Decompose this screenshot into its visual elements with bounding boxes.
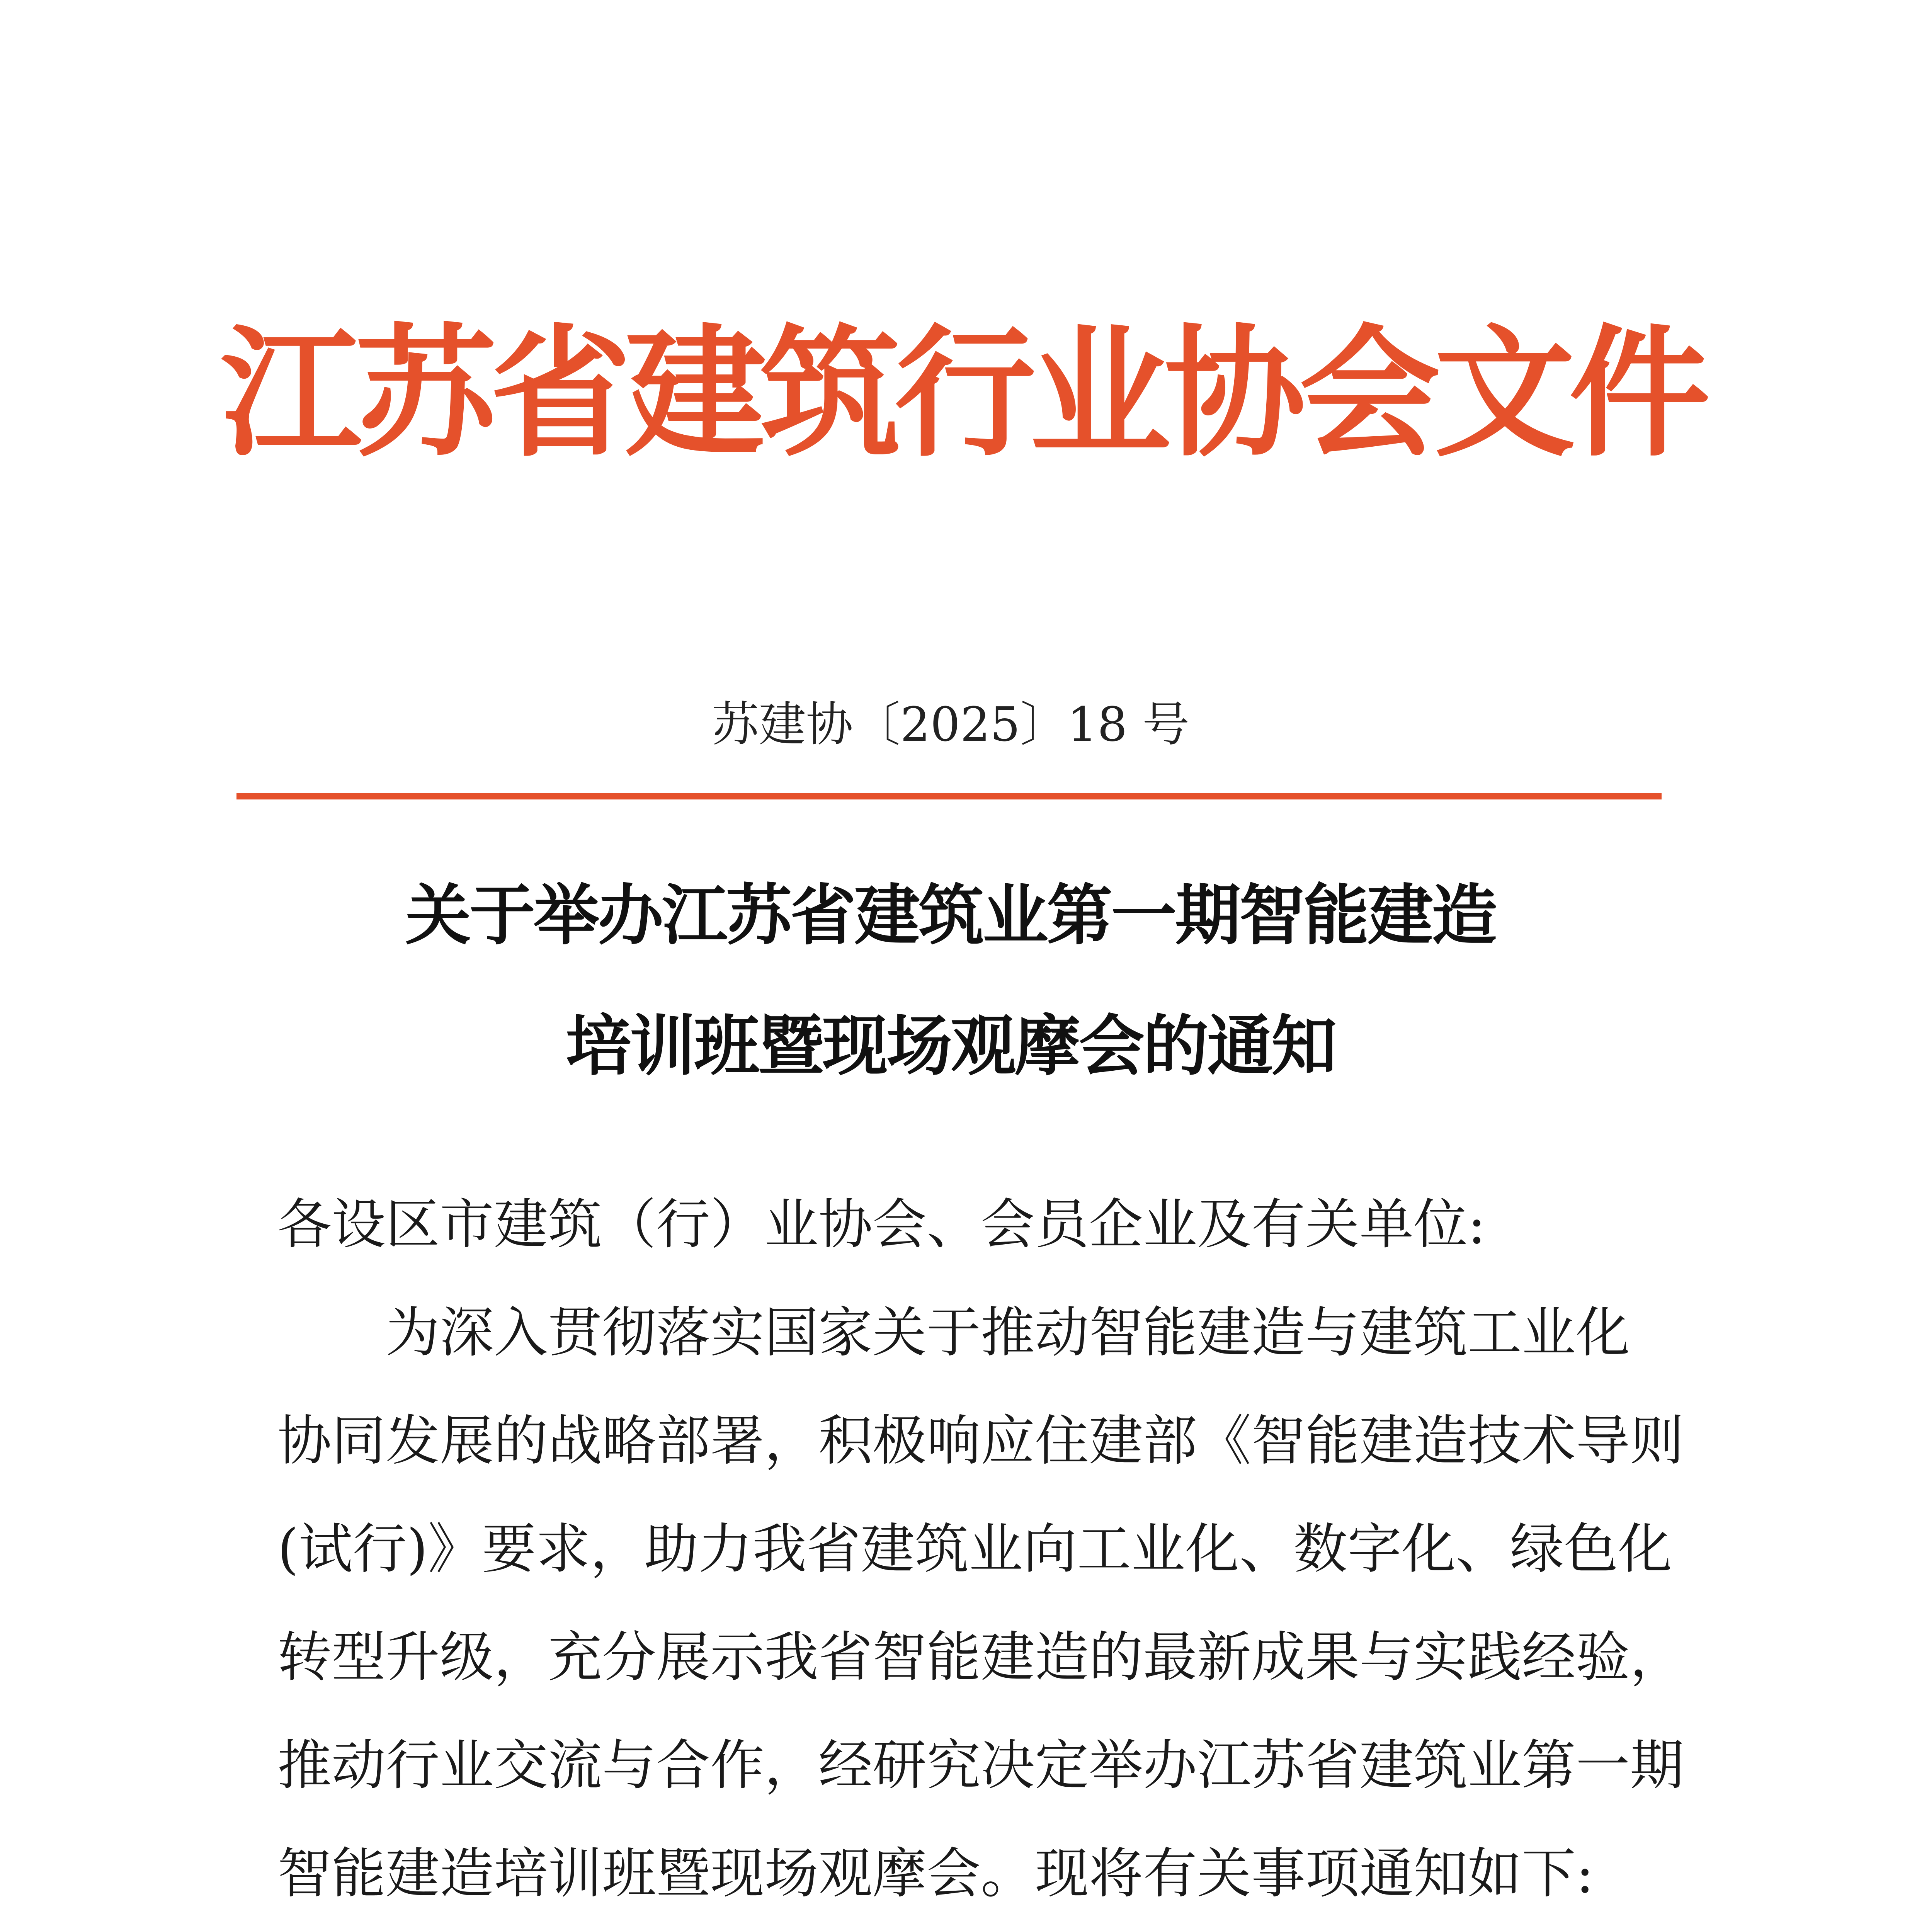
paragraph-line: 协同发展的战略部署，积极响应住建部《智能建造技术导则 xyxy=(277,1410,1684,1473)
notice-title-line-2: 培训班暨现场观摩会的通知 xyxy=(565,1008,1335,1085)
paragraph-line: 推动行业交流与合作，经研究决定举办江苏省建筑业第一期 xyxy=(277,1734,1684,1797)
document-number: 苏建协〔2025〕18 号 xyxy=(711,697,1190,752)
paragraph-line: 智能建造培训班暨现场观摩会。现将有关事项通知如下: xyxy=(277,1842,1594,1905)
document-masthead: 江苏省建筑行业协会文件 xyxy=(220,312,1704,476)
paragraph-line: 为深入贯彻落实国家关于推动智能建造与建筑工业化 xyxy=(386,1301,1630,1364)
salutation: 各设区市建筑（行）业协会、会员企业及有关单位: xyxy=(277,1193,1486,1256)
notice-title-line-1: 关于举办江苏省建筑业第一期智能建造 xyxy=(405,878,1496,954)
paragraph-line: 转型升级，充分展示我省智能建造的最新成果与实践经验， xyxy=(277,1626,1684,1689)
red-divider-line xyxy=(236,793,1662,799)
paragraph-line: (试行)》要求，助力我省建筑业向工业化、数字化、绿色化 xyxy=(277,1518,1672,1581)
